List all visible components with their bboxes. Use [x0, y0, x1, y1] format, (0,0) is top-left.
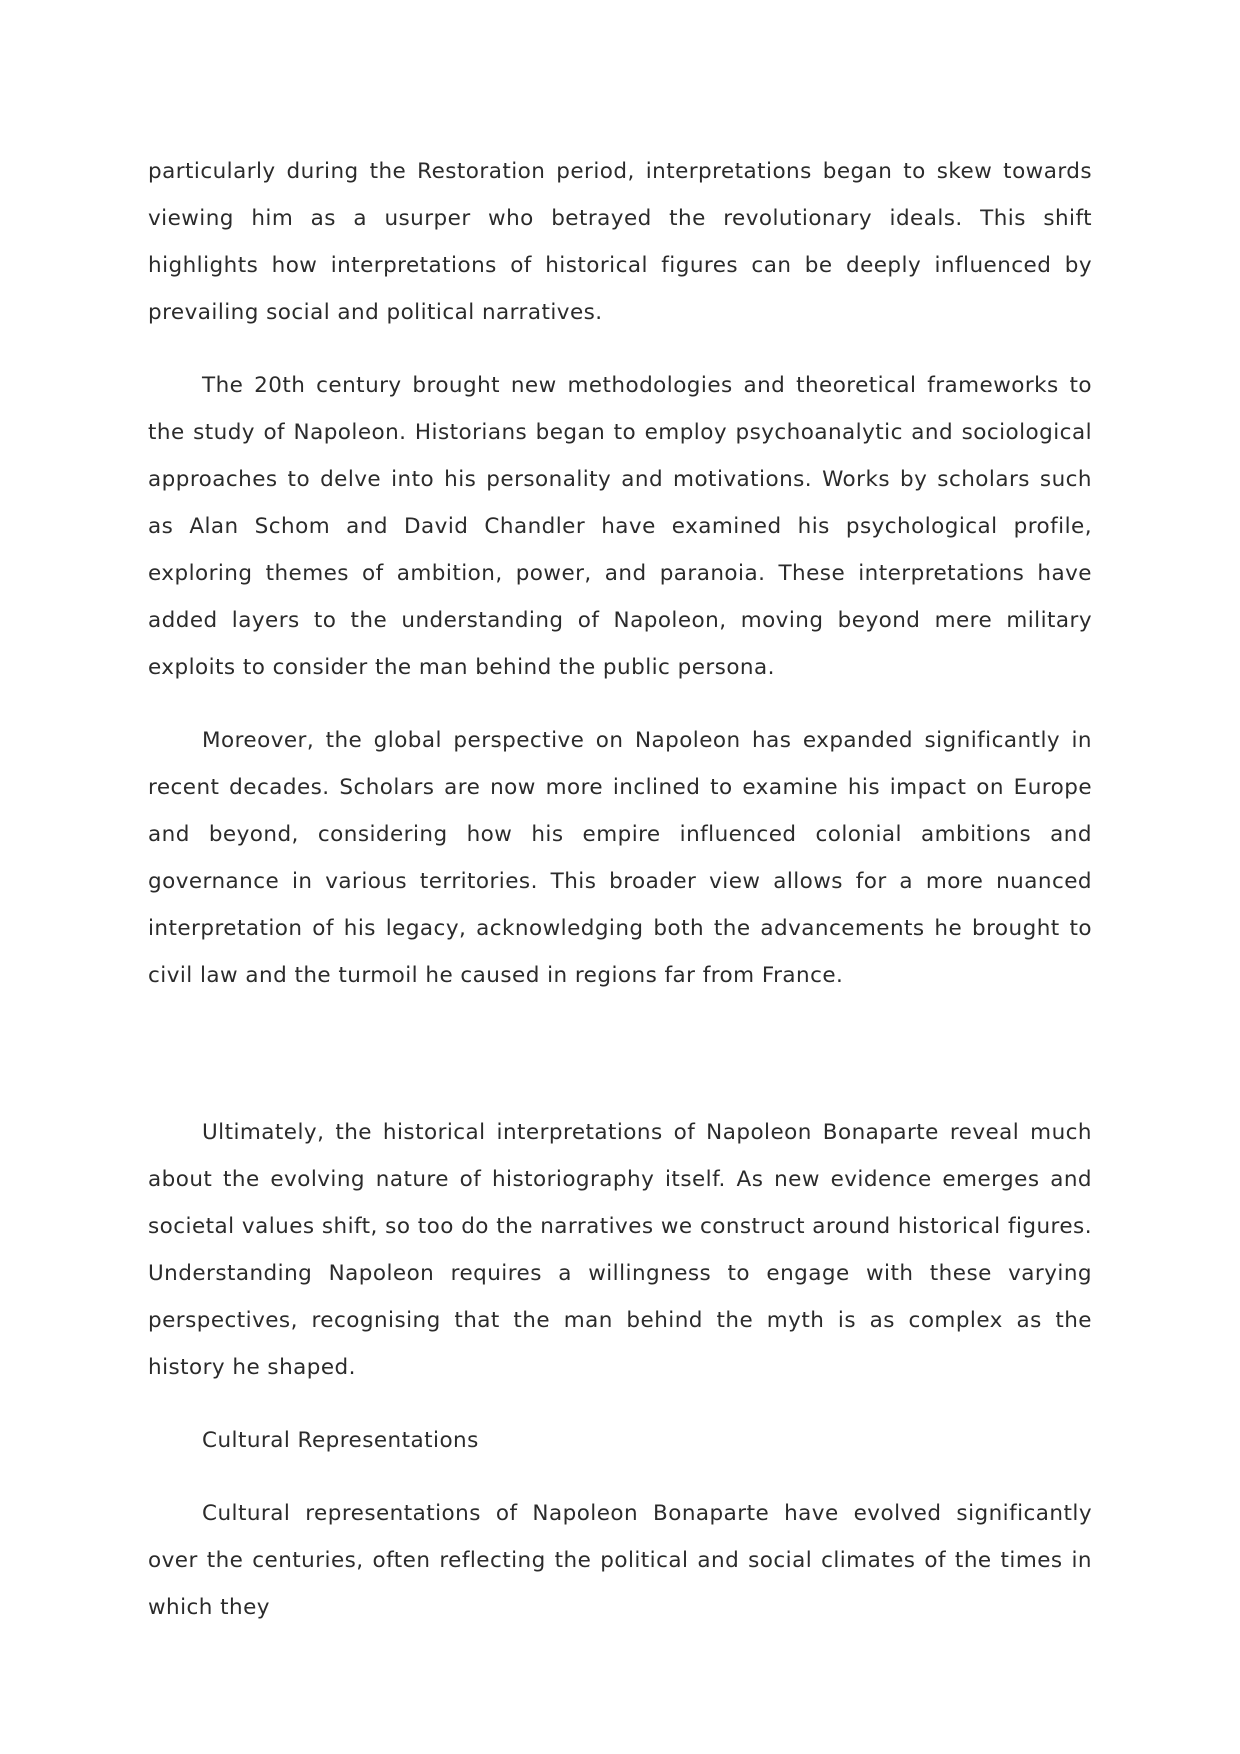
section-heading: Cultural Representations: [202, 1428, 479, 1453]
paragraph-cultural-representations: Cultural representations of Napoleon Bonaparte have evolved significantly over the centuries, often reflecting the political and social climates of the times in which they: [148, 1501, 1092, 1620]
paragraph-20th-century: The 20th century brought new methodologies and theoretical frameworks to the study of Napoleon. Historians began to employ psychoanalytic and sociological approaches to delve into his personality and motivations. Works by scholars such as Alan Schom and David Chandler have examined his psychological profile, exploring themes of ambition, power, and paranoia. These interpretations have added layers to the understanding of Napoleon, moving beyond mere military exploits to consider the man behind the public persona.: [148, 373, 1092, 680]
blank-space: [148, 1025, 1092, 1109]
page-body: [148, 148, 1092, 1631]
paragraph-restoration-period: particularly during the Restoration period, interpretations began to skew towards viewing him as a usurper who betrayed the revolutionary ideals. This shift highlights how interpretations of historical figures can be deeply influenced by prevailing social and political narratives.: [148, 159, 1092, 325]
paragraph-global-perspective: Moreover, the global perspective on Napoleon has expanded significantly in recent decades. Scholars are now more inclined to examine his impact on Europe and beyond, considering how his empire influenced colonial ambitions and governance in various territories. This broader view allows for a more nuanced interpretation of his legacy, acknowledging both the advancements he brought to civil law and the turmoil he caused in regions far from France.: [148, 728, 1092, 988]
paragraph-ultimately: Ultimately, the historical interpretations of Napoleon Bonaparte reveal much about the evolving nature of historiography itself. As new evidence emerges and societal values shift, so too do the narratives we construct around historical figures. Understanding Napoleon requires a willingness to engage with these varying perspectives, recognising that the man behind the myth is as complex as the history he shaped.: [148, 1120, 1092, 1380]
